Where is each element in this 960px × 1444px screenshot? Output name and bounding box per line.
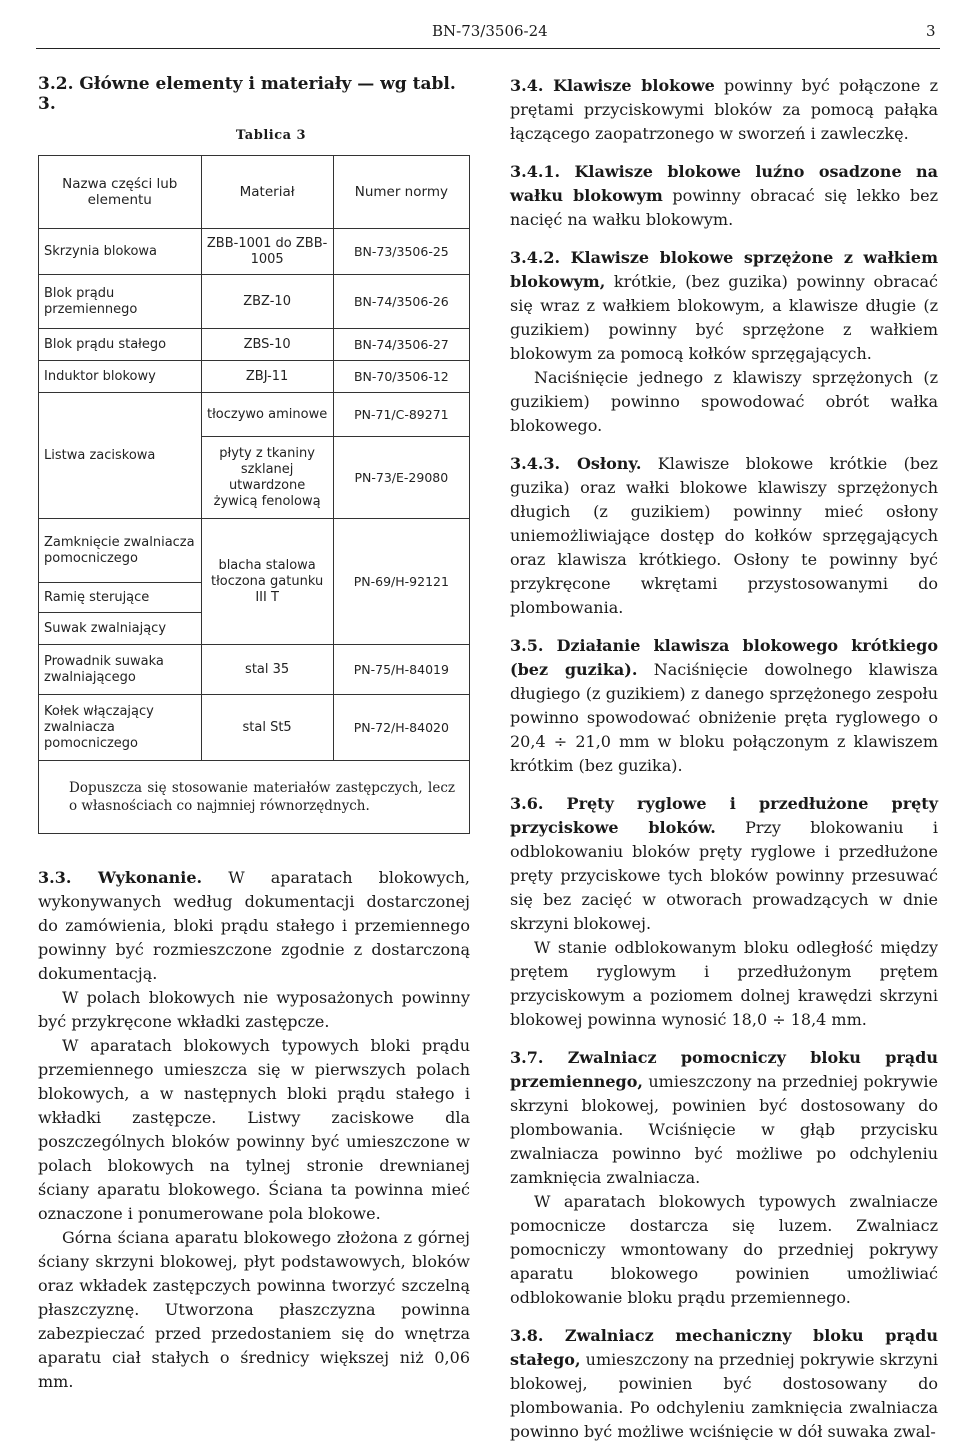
section-3-4-2-text: krótkie, (bez guzika) powinny obracać się wraz z wałkiem blokowym, a klawisze długie (z guzikiem) powinny być sprzężone z wałkiem blokowym za pomocą kołków sprzęgających. xyxy=(510,272,938,363)
table-row xyxy=(39,361,470,393)
part-name: Blok prądu przemiennego xyxy=(39,275,202,329)
left-column xyxy=(38,74,470,1394)
section-3-6-text: Przy blokowaniu i odblokowaniu bloków pręty ryglowe i przedłużone pręty przyciskowe tych bloków powinny przesuwać się bez zacięć w otworach prowadzących w dnie skrzyni blokowej. xyxy=(510,818,938,933)
section-3-4-heading: 3.4. Klawisze blokowe xyxy=(510,76,715,95)
material: tłoczywo aminowe xyxy=(201,393,333,437)
table-caption: Tablica 3 xyxy=(235,128,307,143)
section-3-5-heading: 3.5. Działanie klawisza blokowego krótkiego (bez guzika). xyxy=(510,636,938,679)
section-3-8 xyxy=(510,1324,938,1444)
paragraph: W aparatach blokowych typowych zwalniacze pomocnicze dostarcza się luzem. Zwalniacz pomocniczy wmontowany do przedniej pokrywy aparatu blokowego powinien umożliwiać odblokowanie bloku prądu przemiennego. xyxy=(510,1192,938,1307)
section-3-3-text: W aparatach blokowych, wykonywanych według dokumentacji dostarczonej do zamówienia, bloki prądu stałego i przemiennego powinny być rozmieszczone zgodnie z dostarczoną dokumentacją. xyxy=(38,868,470,983)
table-note: Dopuszcza się stosowanie materiałów zastępczych, lecz o własnościach co najmniej równorzędnych. xyxy=(39,761,470,834)
part-name: Kołek włączający zwalniacza pomocniczego xyxy=(39,695,202,761)
section-3-5 xyxy=(510,634,938,778)
part-name: Induktor blokowy xyxy=(39,361,202,393)
section-3-2-title: 3.2. Główne elementy i materiały — wg tabl. 3. xyxy=(38,74,456,114)
material: ZBB-1001 do ZBB-1005 xyxy=(201,229,333,275)
header-material: Materiał xyxy=(201,156,333,229)
section-3-6 xyxy=(510,792,938,936)
table-row xyxy=(39,519,470,583)
section-3-4-2 xyxy=(510,246,938,366)
table-row xyxy=(39,393,470,437)
section-3-3 xyxy=(38,866,470,986)
section-3-4-1-heading: 3.4.1. Klawisze blokowe luźno osadzone na wałku blokowym xyxy=(510,162,938,205)
norm: BN-73/3506-25 xyxy=(333,229,469,275)
part-name: Blok prądu stałego xyxy=(39,329,202,361)
material: ZBZ-10 xyxy=(201,275,333,329)
norm: PN-71/C-89271 xyxy=(333,393,469,437)
part-name: Skrzynia blokowa xyxy=(39,229,202,275)
section-3-4 xyxy=(510,74,938,146)
section-3-8-text: umieszczony na przedniej pokrywie skrzyni blokowej, powinien być dostosowany do plombowania. Po odchyleniu zamknięcia zwalniacza powinno być możliwe wciśnięcie w dół suwaka zwal- xyxy=(510,1350,938,1441)
part-name: Suwak zwalniający xyxy=(39,613,202,645)
right-column xyxy=(510,74,938,1444)
part-name: Ramię sterujące xyxy=(39,583,202,613)
header-norm: Numer normy xyxy=(333,156,469,229)
table-note-row xyxy=(39,761,470,834)
page-header xyxy=(0,22,960,46)
norm: BN-74/3506-26 xyxy=(333,275,469,329)
paragraph: W aparatach blokowych typowych bloki prądu przemiennego umieszcza się w pierwszych polach blokowych, a w następnych bloki prądu stałego i wkładki zastępcze. Listwy zaciskowe dla poszczególnych bloków powinny być umieszczone w polach blokowych na tylnej stronie drewnianej ściany aparatu blokowego. Ściana ta powinna mieć oznaczone i ponumerowane pola blokowe. xyxy=(38,1036,470,1223)
part-name: Zamknięcie zwalniacza pomocniczego xyxy=(39,519,202,583)
paragraph: W stanie odblokowanym bloku odległość między prętem ryglowym i przedłużonym prętem przyciskowym a poziomem dolnej krawędzi skrzyni blokowej powinna wynosić 18,0 ÷ 18,4 mm. xyxy=(510,938,938,1029)
part-name: Listwa zaciskowa xyxy=(39,393,202,519)
norm: BN-74/3506-27 xyxy=(333,329,469,361)
norm: PN-69/H-92121 xyxy=(333,519,469,645)
section-3-7-text: umieszczony na przedniej pokrywie skrzyni blokowej, powinien być dostosowany do plombowania. Wciśnięcie w głąb przycisku zwalniacza powinno być możliwe po odchyleniu zamknięcia zwalniacza. xyxy=(510,1072,938,1187)
material: stal 35 xyxy=(201,645,333,695)
material: płyty z tkaniny szklanej utwardzone żywicą fenolową xyxy=(201,437,333,519)
table-row xyxy=(39,695,470,761)
section-3-6-heading: 3.6. Pręty ryglowe i przedłużone pręty przyciskowe bloków. xyxy=(510,794,938,837)
header-rule xyxy=(36,48,940,49)
page-number: 3 xyxy=(926,22,936,40)
section-3-5-text: Naciśnięcie dowolnego klawisza długiego (z guzikiem) z danego sprzężonego zespołu powinno spowodować obniżenie pręta ryglowego o 20,4 ÷ 21,0 mm w bloku połączonym z klawiszem krótkim (bez guzika). xyxy=(510,660,938,775)
section-3-7-heading: 3.7. Zwalniacz pomocniczy bloku prądu przemiennego, xyxy=(510,1048,938,1091)
section-3-4-3-heading: 3.4.3. Osłony. xyxy=(510,454,642,473)
section-3-8-heading: 3.8. Zwalniacz mechaniczny bloku prądu stałego, xyxy=(510,1326,938,1369)
section-3-4-3-text: Klawisze blokowe krótkie (bez guzika) oraz wałki blokowe klawiszy sprzężonych długich (z guzikiem) powinny mieć osłony uniemożliwiające dostęp do kołków sprzęgających oraz klawisza krótkiego. Osłony te powinny być przykręcone wkrętami przystosowanymi do plombowania. xyxy=(510,454,938,617)
section-3-4-text: powinny być połączone z prętami przyciskowymi bloków za pomocą pałąka łączącego zaopatrzonego w sworzeń i zawleczkę. xyxy=(510,76,939,143)
material: stal St5 xyxy=(201,695,333,761)
paragraph: Naciśnięcie jednego z klawiszy sprzężonych (z guzikiem) powinno spowodować obrót wałka blokowego. xyxy=(510,368,938,435)
paragraph: Górna ściana aparatu blokowego złożona z górnej ściany skrzyni blokowej, płyt podstawowych, bloków oraz wkładek zastępczych powinna tworzyć szczelną płaszczyznę. Utworzona płaszczyzna powinna zabezpieczać przed przedostaniem się do wnętrza aparatu ciał stałych o średnicy większej niż 0,06 mm. xyxy=(38,1228,470,1391)
material: blacha stalowa tłoczona gatunku III T xyxy=(201,519,333,645)
part-name: Prowadnik suwaka zwalniającego xyxy=(39,645,202,695)
section-3-4-1-text: powinny obracać się lekko bez nacięć na wałku blokowym. xyxy=(510,186,938,229)
table-row xyxy=(39,229,470,275)
section-3-3-heading: 3.3. Wykonanie. xyxy=(38,868,203,887)
table-row xyxy=(39,329,470,361)
section-3-7 xyxy=(510,1046,938,1190)
norm: PN-75/H-84019 xyxy=(333,645,469,695)
materials-table xyxy=(38,155,470,834)
norm: BN-70/3506-12 xyxy=(333,361,469,393)
table-row xyxy=(39,645,470,695)
table-header-row xyxy=(39,156,470,229)
section-3-4-2-heading: 3.4.2. Klawisze blokowe sprzężone z wałkiem blokowym, xyxy=(510,248,938,291)
norm: PN-72/H-84020 xyxy=(333,695,469,761)
norm: PN-73/E-29080 xyxy=(333,437,469,519)
header-part-name: Nazwa części lub elementu xyxy=(39,156,202,229)
material: ZBJ-11 xyxy=(201,361,333,393)
section-3-4-3 xyxy=(510,452,938,620)
section-3-4-1 xyxy=(510,160,938,232)
paragraph: W polach blokowych nie wyposażonych powinny być przykręcone wkładki zastępcze. xyxy=(38,988,470,1031)
material: ZBS-10 xyxy=(201,329,333,361)
table-row xyxy=(39,275,470,329)
standard-code: BN-73/3506-24 xyxy=(432,22,548,40)
